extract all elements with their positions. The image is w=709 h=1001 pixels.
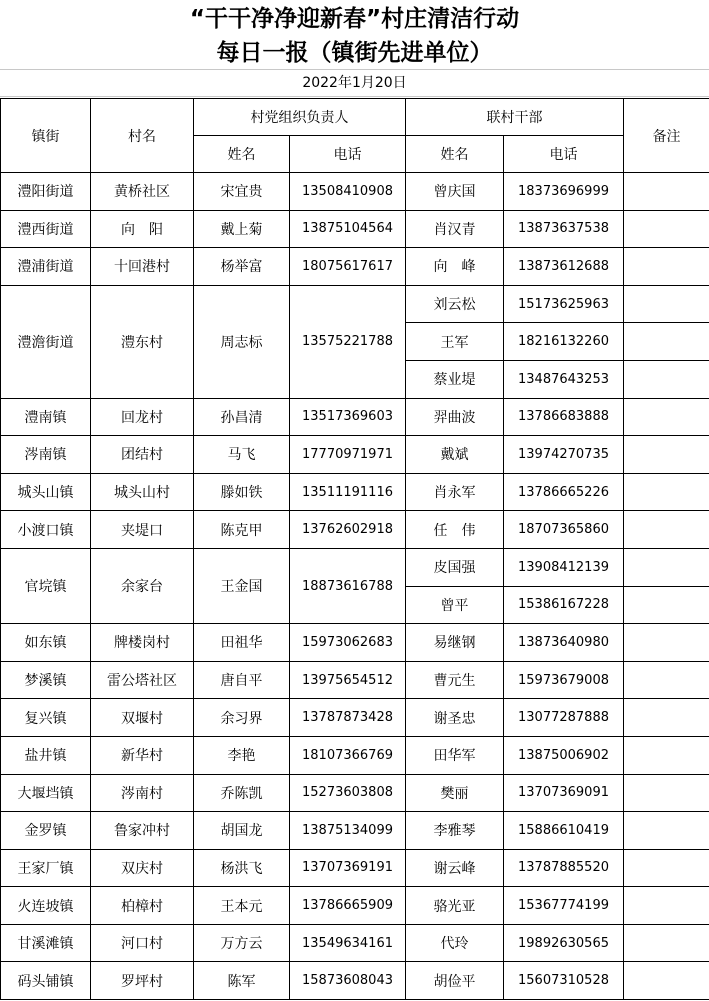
town-cell: 官垸镇 xyxy=(1,548,91,623)
village-cell: 黄桥社区 xyxy=(91,173,194,211)
remarks-cell xyxy=(624,849,709,887)
liaison-name-cell: 蔡业堤 xyxy=(406,360,504,398)
liaison-name-cell: 肖永军 xyxy=(406,473,504,511)
table-row xyxy=(1,436,709,474)
liaison-phone-cell: 15886610419 xyxy=(504,812,624,850)
remarks-cell xyxy=(624,248,709,286)
village-cell: 澧东村 xyxy=(91,285,194,398)
village-cell: 罗坪村 xyxy=(91,962,194,1000)
liaison-phone-cell: 13787885520 xyxy=(504,849,624,887)
leader-phone-cell: 13549634161 xyxy=(290,924,406,962)
remarks-cell xyxy=(624,774,709,812)
village-cell: 新华村 xyxy=(91,736,194,774)
report-title: “干干净净迎新春”村庄清洁行动 xyxy=(189,6,520,32)
leader-name-cell: 李艳 xyxy=(194,736,290,774)
header-leader-phone: 电话 xyxy=(290,136,406,173)
leader-name-cell: 王金国 xyxy=(194,548,290,623)
leader-name-cell: 戴上菊 xyxy=(194,210,290,248)
table-row xyxy=(1,548,709,586)
header-party-leader: 村党组织负责人 xyxy=(194,99,406,136)
table-row xyxy=(1,962,709,1000)
liaison-name-cell: 羿曲波 xyxy=(406,398,504,436)
header-village: 村名 xyxy=(91,99,194,173)
header-liaison-phone: 电话 xyxy=(504,136,624,173)
town-cell: 澧澹街道 xyxy=(1,285,91,398)
table-row xyxy=(1,774,709,812)
liaison-phone-cell: 15173625963 xyxy=(504,285,624,323)
liaison-name-cell: 李雅琴 xyxy=(406,812,504,850)
village-cell: 夹堤口 xyxy=(91,511,194,549)
leader-phone-cell: 15873608043 xyxy=(290,962,406,1000)
town-cell: 小渡口镇 xyxy=(1,511,91,549)
remarks-cell xyxy=(624,285,709,323)
liaison-phone-cell: 18707365860 xyxy=(504,511,624,549)
liaison-phone-cell: 18216132260 xyxy=(504,323,624,361)
town-cell: 涔南镇 xyxy=(1,436,91,474)
leader-phone-cell: 13786665909 xyxy=(290,887,406,925)
town-cell: 金罗镇 xyxy=(1,812,91,850)
remarks-cell xyxy=(624,210,709,248)
header-leader-name: 姓名 xyxy=(194,136,290,173)
remarks-cell xyxy=(624,360,709,398)
leader-name-cell: 唐自平 xyxy=(194,661,290,699)
village-cell: 城头山村 xyxy=(91,473,194,511)
liaison-name-cell: 代玲 xyxy=(406,924,504,962)
liaison-name-cell: 曹元生 xyxy=(406,661,504,699)
liaison-phone-cell: 13875006902 xyxy=(504,736,624,774)
table-row xyxy=(1,887,709,925)
remarks-cell xyxy=(624,323,709,361)
liaison-phone-cell: 13873637538 xyxy=(504,210,624,248)
leader-phone-cell: 13707369191 xyxy=(290,849,406,887)
liaison-phone-cell: 13786683888 xyxy=(504,398,624,436)
leader-name-cell: 王本元 xyxy=(194,887,290,925)
remarks-cell xyxy=(624,511,709,549)
town-cell: 火连坡镇 xyxy=(1,887,91,925)
leader-name-cell: 万方云 xyxy=(194,924,290,962)
leader-phone-cell: 18107366769 xyxy=(290,736,406,774)
remarks-cell xyxy=(624,962,709,1000)
remarks-cell xyxy=(624,548,709,586)
table-row xyxy=(1,248,709,286)
liaison-name-cell: 骆光亚 xyxy=(406,887,504,925)
table-row xyxy=(1,210,709,248)
liaison-phone-cell: 15973679008 xyxy=(504,661,624,699)
liaison-name-cell: 向 峰 xyxy=(406,248,504,286)
remarks-cell xyxy=(624,173,709,211)
village-cell: 双堰村 xyxy=(91,699,194,737)
remarks-cell xyxy=(624,887,709,925)
leader-name-cell: 杨举富 xyxy=(194,248,290,286)
table-row xyxy=(1,812,709,850)
report-table xyxy=(0,98,709,1000)
leader-phone-cell: 13508410908 xyxy=(290,173,406,211)
remarks-cell xyxy=(624,699,709,737)
liaison-name-cell: 王军 xyxy=(406,323,504,361)
town-cell: 码头铺镇 xyxy=(1,962,91,1000)
table-row xyxy=(1,285,709,323)
village-cell: 余家台 xyxy=(91,548,194,623)
table-row xyxy=(1,624,709,662)
leader-phone-cell: 18873616788 xyxy=(290,548,406,623)
liaison-phone-cell: 15386167228 xyxy=(504,586,624,624)
remarks-cell xyxy=(624,398,709,436)
liaison-phone-cell: 13786665226 xyxy=(504,473,624,511)
village-cell: 牌楼岗村 xyxy=(91,624,194,662)
leader-name-cell: 陈军 xyxy=(194,962,290,1000)
town-cell: 大堰垱镇 xyxy=(1,774,91,812)
town-cell: 盐井镇 xyxy=(1,736,91,774)
remarks-cell xyxy=(624,586,709,624)
header-liaison-cadre: 联村干部 xyxy=(406,99,624,136)
table-row xyxy=(1,661,709,699)
town-cell: 城头山镇 xyxy=(1,473,91,511)
liaison-phone-cell: 13974270735 xyxy=(504,436,624,474)
town-cell: 澧浦街道 xyxy=(1,248,91,286)
leader-name-cell: 田祖华 xyxy=(194,624,290,662)
leader-phone-cell: 13575221788 xyxy=(290,285,406,398)
table-row xyxy=(1,736,709,774)
leader-phone-cell: 13875134099 xyxy=(290,812,406,850)
village-cell: 十回港村 xyxy=(91,248,194,286)
leader-phone-cell: 18075617617 xyxy=(290,248,406,286)
liaison-name-cell: 樊丽 xyxy=(406,774,504,812)
leader-name-cell: 余习界 xyxy=(194,699,290,737)
divider xyxy=(0,69,709,70)
leader-name-cell: 陈克甲 xyxy=(194,511,290,549)
liaison-name-cell: 曾平 xyxy=(406,586,504,624)
liaison-name-cell: 曾庆国 xyxy=(406,173,504,211)
table-row xyxy=(1,924,709,962)
divider xyxy=(0,96,709,97)
liaison-phone-cell: 13707369091 xyxy=(504,774,624,812)
liaison-phone-cell: 15607310528 xyxy=(504,962,624,1000)
village-cell: 双庆村 xyxy=(91,849,194,887)
village-cell: 柏樟村 xyxy=(91,887,194,925)
table-row xyxy=(1,473,709,511)
liaison-name-cell: 田华军 xyxy=(406,736,504,774)
leader-name-cell: 马飞 xyxy=(194,436,290,474)
leader-phone-cell: 17770971971 xyxy=(290,436,406,474)
liaison-name-cell: 易继钢 xyxy=(406,624,504,662)
village-cell: 回龙村 xyxy=(91,398,194,436)
liaison-phone-cell: 13908412139 xyxy=(504,548,624,586)
report-subtitle: 每日一报（镇街先进单位） xyxy=(216,40,493,66)
remarks-cell xyxy=(624,736,709,774)
table-row xyxy=(1,511,709,549)
leader-phone-cell: 13511191116 xyxy=(290,473,406,511)
leader-name-cell: 杨洪飞 xyxy=(194,849,290,887)
liaison-phone-cell: 18373696999 xyxy=(504,173,624,211)
table-row xyxy=(1,699,709,737)
leader-name-cell: 孙昌清 xyxy=(194,398,290,436)
liaison-phone-cell: 13487643253 xyxy=(504,360,624,398)
table-row xyxy=(1,849,709,887)
liaison-phone-cell: 13077287888 xyxy=(504,699,624,737)
liaison-phone-cell: 13873612688 xyxy=(504,248,624,286)
village-cell: 团结村 xyxy=(91,436,194,474)
leader-phone-cell: 15273603808 xyxy=(290,774,406,812)
village-cell: 向 阳 xyxy=(91,210,194,248)
leader-name-cell: 胡国龙 xyxy=(194,812,290,850)
town-cell: 王家厂镇 xyxy=(1,849,91,887)
leader-phone-cell: 15973062683 xyxy=(290,624,406,662)
table-body xyxy=(1,173,709,1000)
remarks-cell xyxy=(624,473,709,511)
leader-phone-cell: 13787873428 xyxy=(290,699,406,737)
leader-phone-cell: 13875104564 xyxy=(290,210,406,248)
liaison-name-cell: 胡俭平 xyxy=(406,962,504,1000)
report-date: 2022年1月20日 xyxy=(302,75,407,91)
town-cell: 复兴镇 xyxy=(1,699,91,737)
liaison-name-cell: 任 伟 xyxy=(406,511,504,549)
remarks-cell xyxy=(624,812,709,850)
village-cell: 河口村 xyxy=(91,924,194,962)
liaison-name-cell: 刘云松 xyxy=(406,285,504,323)
village-cell: 雷公塔社区 xyxy=(91,661,194,699)
leader-phone-cell: 13975654512 xyxy=(290,661,406,699)
table-row xyxy=(1,398,709,436)
liaison-name-cell: 戴斌 xyxy=(406,436,504,474)
leader-phone-cell: 13517369603 xyxy=(290,398,406,436)
remarks-cell xyxy=(624,661,709,699)
table-row xyxy=(1,173,709,211)
liaison-name-cell: 皮国强 xyxy=(406,548,504,586)
village-cell: 鲁家冲村 xyxy=(91,812,194,850)
leader-name-cell: 周志标 xyxy=(194,285,290,398)
remarks-cell xyxy=(624,624,709,662)
remarks-cell xyxy=(624,924,709,962)
header-remarks: 备注 xyxy=(624,99,709,173)
liaison-phone-cell: 15367774199 xyxy=(504,887,624,925)
leader-phone-cell: 13762602918 xyxy=(290,511,406,549)
liaison-name-cell: 谢圣忠 xyxy=(406,699,504,737)
remarks-cell xyxy=(624,436,709,474)
liaison-phone-cell: 13873640980 xyxy=(504,624,624,662)
town-cell: 甘溪滩镇 xyxy=(1,924,91,962)
town-cell: 澧南镇 xyxy=(1,398,91,436)
liaison-phone-cell: 19892630565 xyxy=(504,924,624,962)
leader-name-cell: 乔陈凯 xyxy=(194,774,290,812)
town-cell: 澧阳街道 xyxy=(1,173,91,211)
town-cell: 梦溪镇 xyxy=(1,661,91,699)
town-cell: 澧西街道 xyxy=(1,210,91,248)
header-liaison-name: 姓名 xyxy=(406,136,504,173)
leader-name-cell: 宋宜贵 xyxy=(194,173,290,211)
liaison-name-cell: 谢云峰 xyxy=(406,849,504,887)
leader-name-cell: 滕如铁 xyxy=(194,473,290,511)
liaison-name-cell: 肖汉青 xyxy=(406,210,504,248)
village-cell: 涔南村 xyxy=(91,774,194,812)
header-town: 镇街 xyxy=(1,99,91,173)
town-cell: 如东镇 xyxy=(1,624,91,662)
